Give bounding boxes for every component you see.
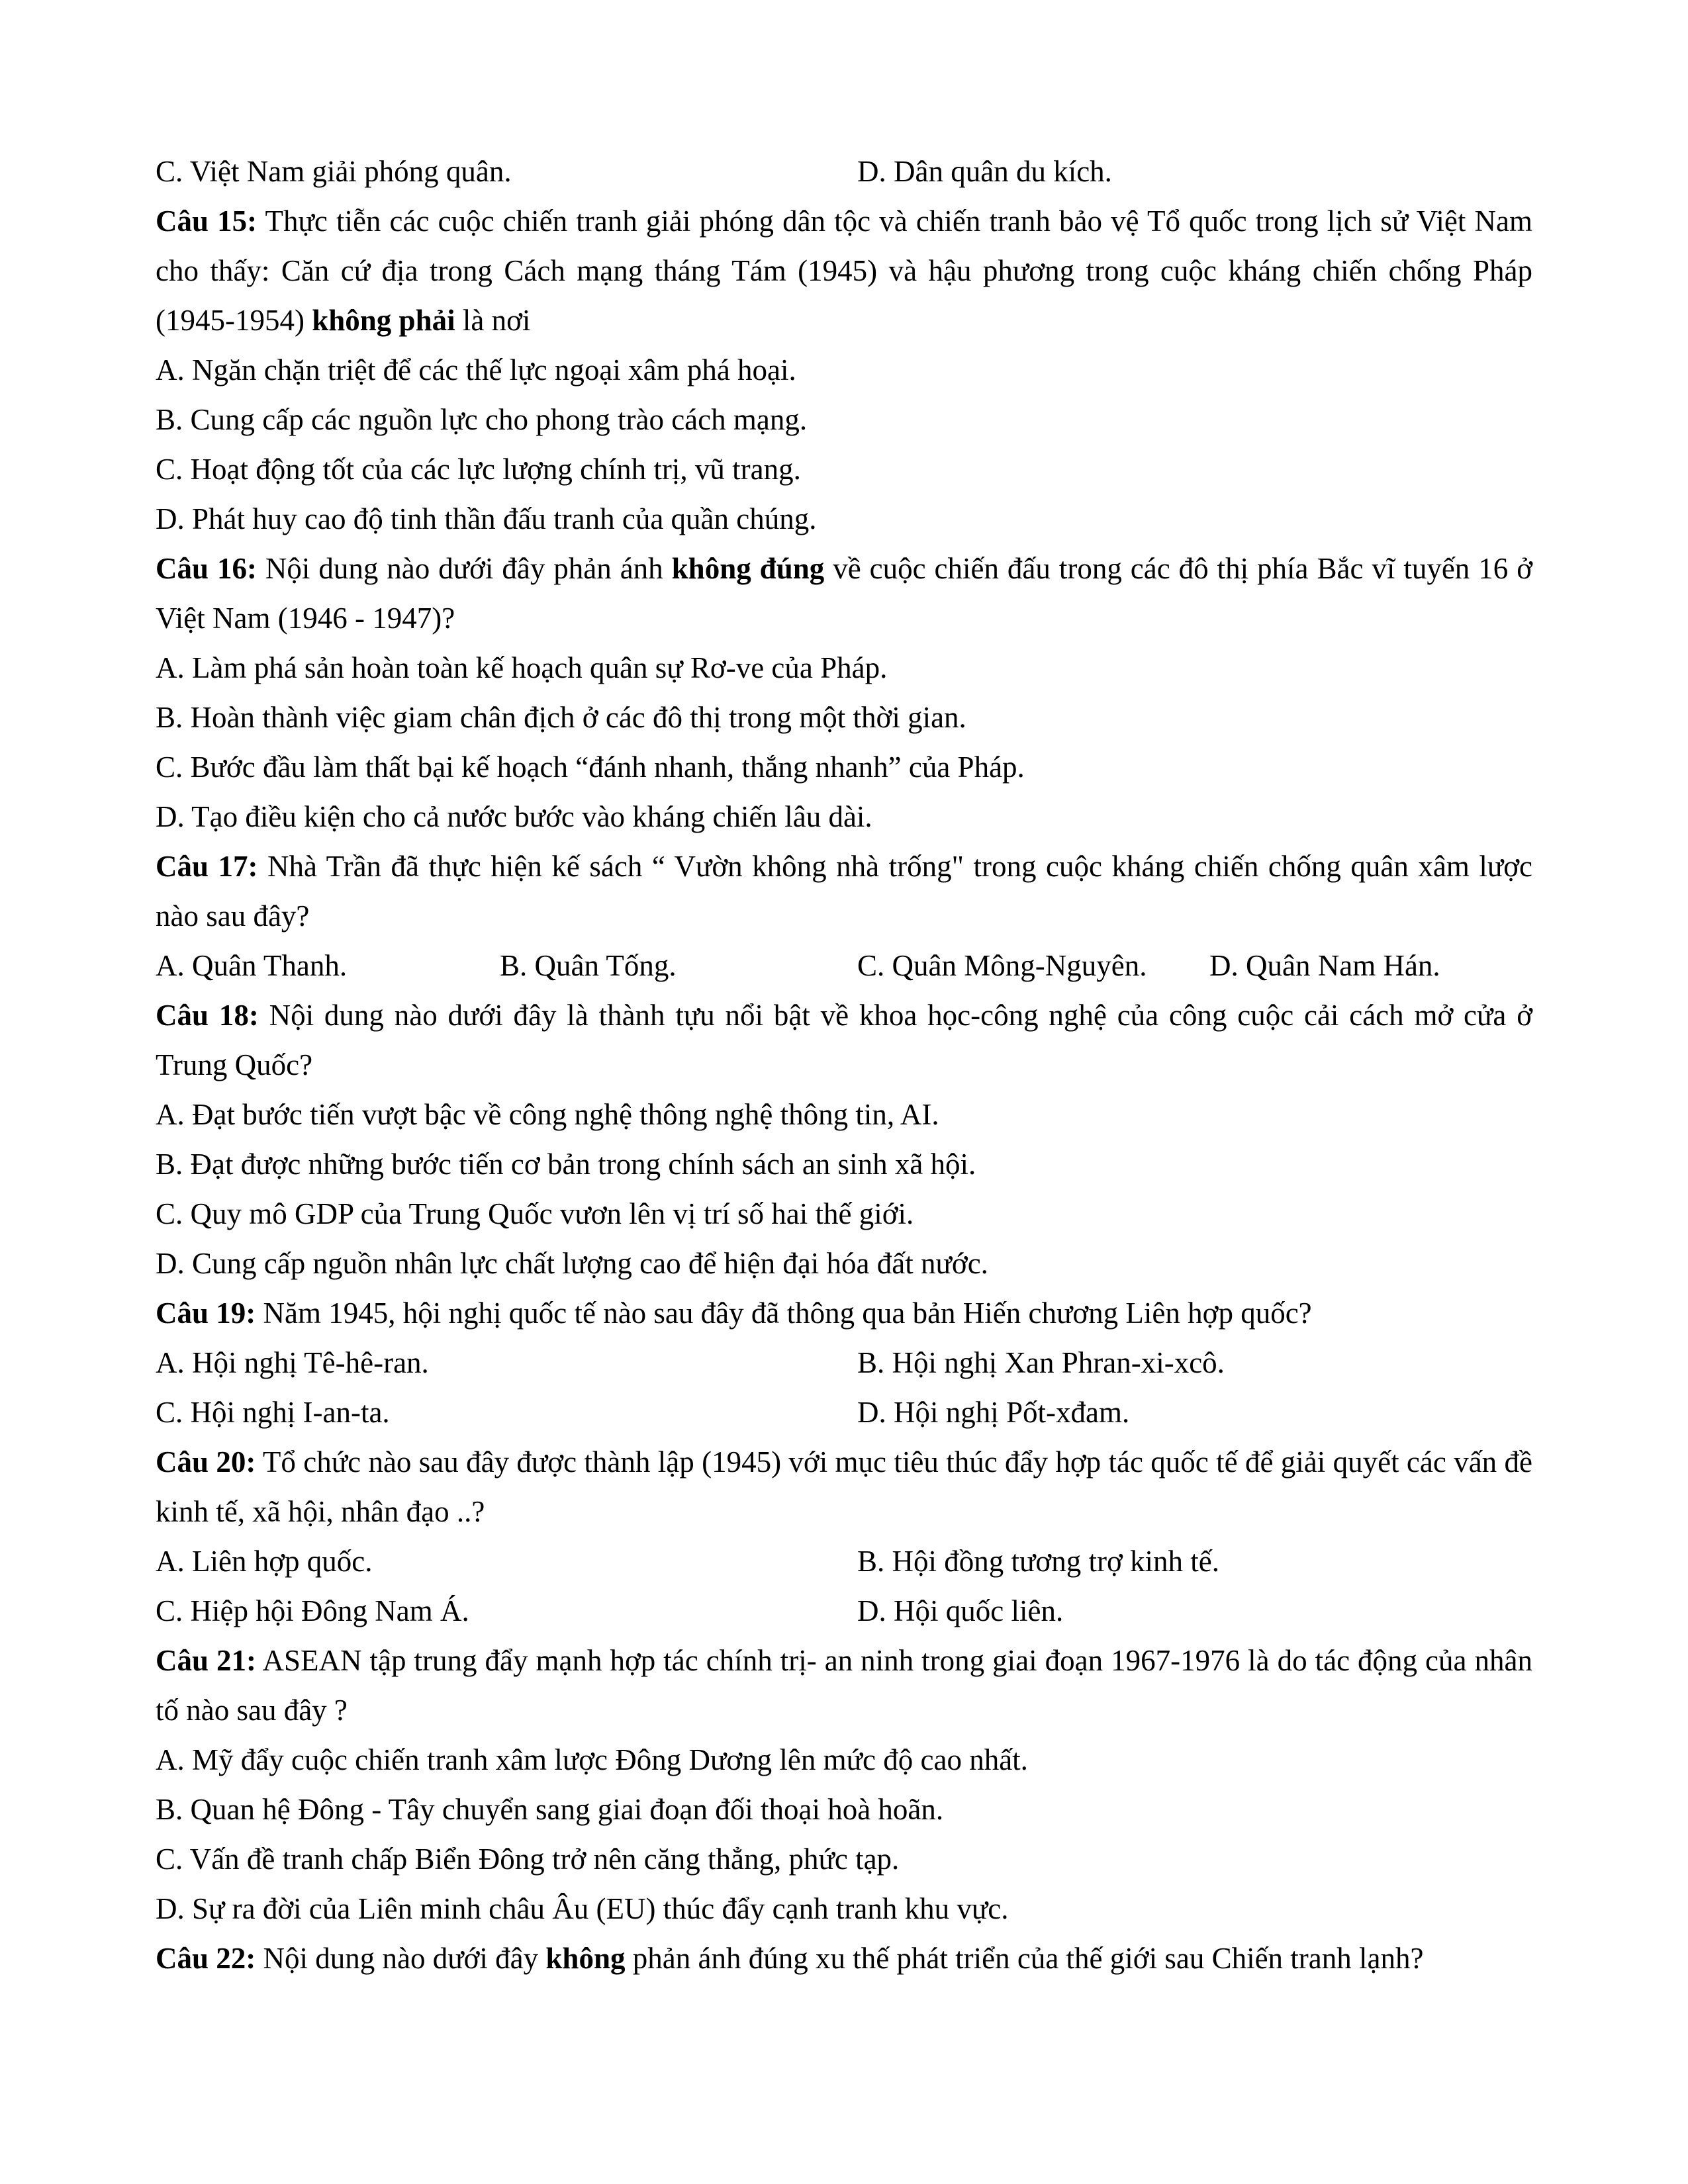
exam-page xyxy=(156,147,1532,1983)
q20-option-a: A. Liên hợp quốc. xyxy=(156,1545,373,1578)
q17-label: Câu 17: xyxy=(156,850,258,883)
q21-option-c: C. Vấn đề tranh chấp Biển Đông trở nên căng thẳng, phức tạp. xyxy=(156,1843,900,1876)
q21-label: Câu 21: xyxy=(156,1644,257,1677)
q19-stem-text: Năm 1945, hội nghị quốc tế nào sau đây đã thông qua bản Hiến chương Liên hợp quốc? xyxy=(256,1297,1312,1330)
q19-options-row-2 xyxy=(156,1388,1532,1437)
q22-stem-text-1: Nội dung nào dưới đây xyxy=(256,1942,546,1975)
q21-option-b: B. Quan hệ Đông - Tây chuyển sang giai đoạn đối thoại hoà hoãn. xyxy=(156,1793,944,1826)
q17-option-b: B. Quân Tống. xyxy=(500,949,677,982)
q15-option-b: B. Cung cấp các nguồn lực cho phong trào cách mạng. xyxy=(156,403,808,436)
q16-stem xyxy=(156,544,1532,643)
q20-option-d: D. Hội quốc liên. xyxy=(857,1594,1064,1627)
q18-option-c: C. Quy mô GDP của Trung Quốc vươn lên vị trí số hai thế giới. xyxy=(156,1197,914,1230)
q18-option-b: B. Đạt được những bước tiến cơ bản trong chính sách an sinh xã hội. xyxy=(156,1148,976,1181)
q18-option-a: A. Đạt bước tiến vượt bậc về công nghệ thông nghệ thông tin, AI. xyxy=(156,1098,939,1131)
q15-label: Câu 15: xyxy=(156,205,258,238)
q17-option-d: D. Quân Nam Hán. xyxy=(1209,949,1440,982)
q14-option-c: C. Việt Nam giải phóng quân. xyxy=(156,155,512,188)
q18-stem xyxy=(156,991,1532,1090)
q16-option-b: B. Hoàn thành việc giam chân địch ở các đô thị trong một thời gian. xyxy=(156,701,966,734)
q16-stem-text-1: Nội dung nào dưới đây phản ánh xyxy=(256,552,672,585)
q19-option-d: D. Hội nghị Pốt-xđam. xyxy=(857,1396,1130,1429)
q15-option-d: D. Phát huy cao độ tinh thần đấu tranh của quần chúng. xyxy=(156,502,817,535)
q16-stem-text-2: về cuộc chiến đấu trong các đô thị phía Bắc vĩ tuyến 16 ở Việt Nam (1946 - 1947)? xyxy=(156,552,1532,635)
q15-stem-emphasis: không phải xyxy=(312,304,455,337)
q15-option-c: C. Hoạt động tốt của các lực lượng chính trị, vũ trang. xyxy=(156,453,801,486)
q19-option-a: A. Hội nghị Tê-hê-ran. xyxy=(156,1346,429,1379)
q21-stem xyxy=(156,1636,1532,1735)
q20-option-c: C. Hiệp hội Đông Nam Á. xyxy=(156,1594,469,1627)
q20-stem-text: Tổ chức nào sau đây được thành lập (1945) với mục tiêu thúc đẩy hợp tác quốc tế để giải quyết các vấn đề kinh tế, xã hội, nhân đạo ..? xyxy=(156,1445,1533,1528)
q15-stem-text-1: Thực tiễn các cuộc chiến tranh giải phóng dân tộc và chiến tranh bảo vệ Tổ quốc trong lịch sử Việt Nam cho thấy: Căn cứ địa trong Cách mạng tháng Tám (1945) và hậu phương trong cuộc kháng chiến chống Pháp (1945-1954) xyxy=(156,205,1532,337)
q19-option-c: C. Hội nghị I-an-ta. xyxy=(156,1396,390,1429)
q22-stem-emphasis: không xyxy=(545,1942,626,1975)
q21-stem-text: ASEAN tập trung đẩy mạnh hợp tác chính trị- an ninh trong giai đoạn 1967-1976 là do tác động của nhân tố nào sau đây ? xyxy=(156,1644,1532,1727)
q17-stem xyxy=(156,842,1532,941)
q17-option-a: A. Quân Thanh. xyxy=(156,949,348,982)
q20-option-b: B. Hội đồng tương trợ kinh tế. xyxy=(857,1545,1219,1578)
q16-stem-emphasis: không đúng xyxy=(671,552,825,585)
q14-options xyxy=(156,147,1532,197)
q15-stem-text-2: là nơi xyxy=(455,304,531,337)
q14-option-d: D. Dân quân du kích. xyxy=(857,155,1112,188)
q15-stem xyxy=(156,197,1532,345)
q19-stem xyxy=(156,1289,1532,1338)
q22-stem xyxy=(156,1934,1532,1983)
q21-option-d: D. Sự ra đời của Liên minh châu Âu (EU) thúc đẩy cạnh tranh khu vực. xyxy=(156,1892,1009,1925)
q18-option-d: D. Cung cấp nguồn nhân lực chất lượng cao để hiện đại hóa đất nước. xyxy=(156,1247,988,1280)
q20-label: Câu 20: xyxy=(156,1445,256,1479)
q20-stem xyxy=(156,1437,1532,1537)
q20-options-row-1 xyxy=(156,1537,1532,1586)
q16-option-a: A. Làm phá sản hoàn toàn kế hoạch quân sự Rơ-ve của Pháp. xyxy=(156,651,888,684)
q17-options xyxy=(156,941,1532,991)
q18-stem-text: Nội dung nào dưới đây là thành tựu nổi bật về khoa học-công nghệ của công cuộc cải cách mở cửa ở Trung Quốc? xyxy=(156,999,1532,1081)
q22-stem-text-2: phản ánh đúng xu thế phát triển của thế giới sau Chiến tranh lạnh? xyxy=(625,1942,1424,1975)
q20-options-row-2 xyxy=(156,1586,1532,1636)
q16-option-d: D. Tạo điều kiện cho cả nước bước vào kháng chiến lâu dài. xyxy=(156,800,872,833)
q21-option-a: A. Mỹ đẩy cuộc chiến tranh xâm lược Đông Dương lên mức độ cao nhất. xyxy=(156,1743,1028,1776)
q18-label: Câu 18: xyxy=(156,999,259,1032)
q19-options-row-1 xyxy=(156,1338,1532,1388)
q15-option-a: A. Ngăn chặn triệt để các thế lực ngoại xâm phá hoại. xyxy=(156,353,796,387)
q17-option-c: C. Quân Mông-Nguyên. xyxy=(857,949,1147,982)
q16-label: Câu 16: xyxy=(156,552,257,585)
q16-option-c: C. Bước đầu làm thất bại kế hoạch “đánh nhanh, thắng nhanh” của Pháp. xyxy=(156,751,1025,784)
q17-stem-text: Nhà Trần đã thực hiện kế sách “ Vườn không nhà trống" trong cuộc kháng chiến chống quân xâm lược nào sau đây? xyxy=(156,850,1532,933)
q19-option-b: B. Hội nghị Xan Phran-xi-xcô. xyxy=(857,1346,1225,1379)
q19-label: Câu 19: xyxy=(156,1297,256,1330)
q22-label: Câu 22: xyxy=(156,1942,256,1975)
